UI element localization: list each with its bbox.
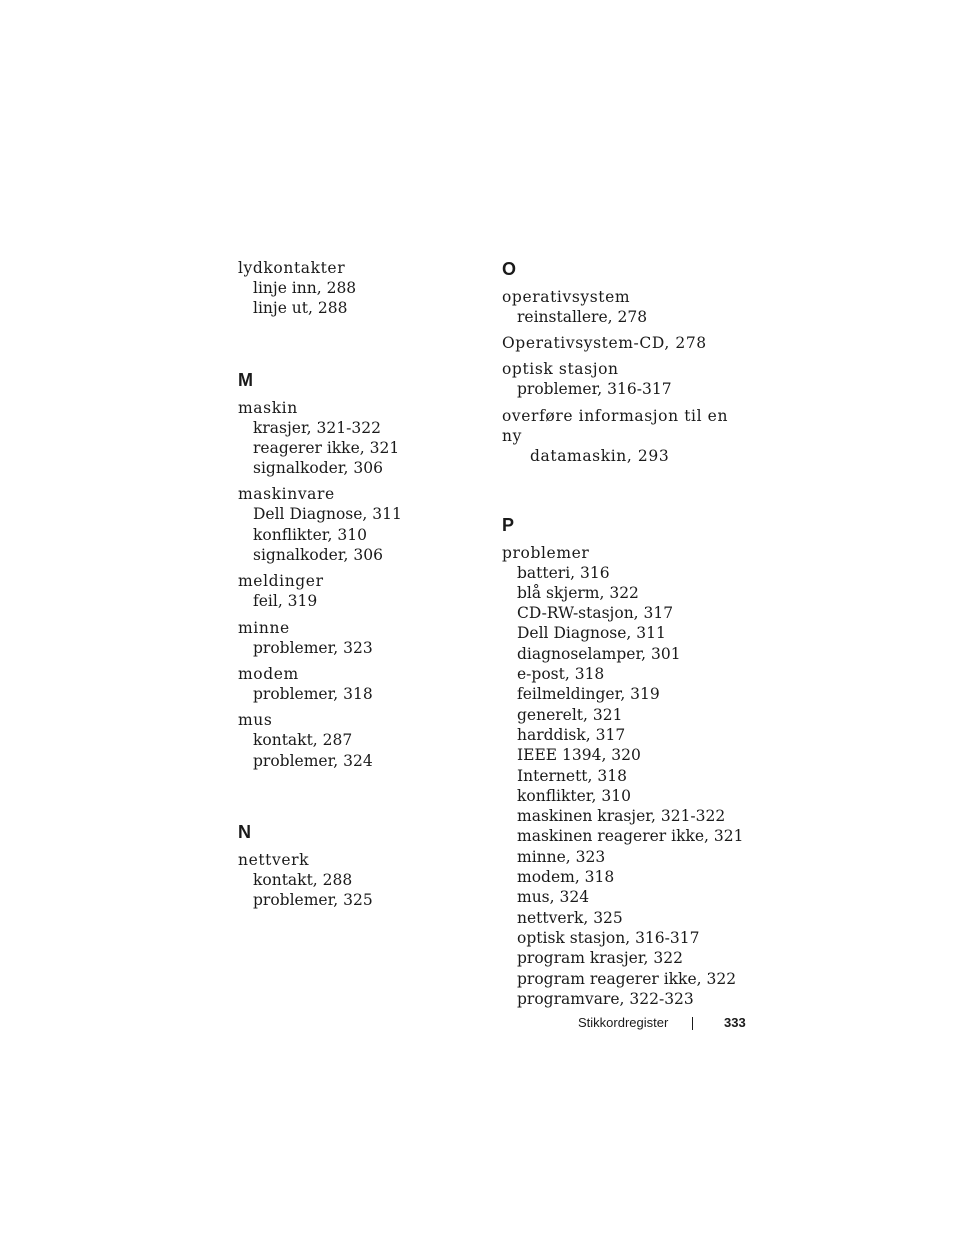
page-number: 333 xyxy=(724,1015,746,1030)
section-heading-m: M xyxy=(238,369,253,390)
index-subterm: feil, 319 xyxy=(253,592,318,611)
index-entry-meldinger xyxy=(238,571,478,611)
index-subterm: linje ut, 288 xyxy=(253,299,348,318)
index-subterm: kontakt, 287 xyxy=(253,731,353,750)
index-subterm: programvare, 322-323 xyxy=(517,989,694,1008)
index-column-left xyxy=(238,258,478,916)
index-subterm: generelt, 321 xyxy=(517,705,623,724)
index-subterm: kontakt, 288 xyxy=(253,870,353,889)
index-entry-maskinvare xyxy=(238,484,478,565)
index-subterm: mus, 324 xyxy=(517,888,590,907)
index-subterm: Dell Diagnose, 311 xyxy=(253,505,402,524)
index-subterm: CD-RW-stasjon, 317 xyxy=(517,604,674,623)
index-term: operativsystem xyxy=(502,288,631,306)
index-subterm: problemer, 316-317 xyxy=(517,380,672,399)
footer-section-title: Stikkordregister xyxy=(578,1015,669,1030)
index-subterm: konflikter, 310 xyxy=(517,786,631,805)
index-entry-minne xyxy=(238,618,478,658)
index-subterm: IEEE 1394, 320 xyxy=(517,746,641,765)
section-heading-o: O xyxy=(502,259,517,279)
index-term: Operativsystem-CD, 278 xyxy=(502,334,707,353)
index-subterm: problemer, 323 xyxy=(253,638,373,657)
index-subterm: Dell Diagnose, 311 xyxy=(517,624,666,643)
section-heading-p: P xyxy=(502,514,515,535)
index-term: modem xyxy=(238,664,299,683)
index-subterm: program krasjer, 322 xyxy=(517,949,683,968)
index-term: maskinvare xyxy=(238,485,335,504)
index-subterm: Internett, 318 xyxy=(517,766,627,785)
index-subterm: batteri, 316 xyxy=(517,563,610,582)
index-entry-problemer xyxy=(502,543,752,1010)
index-entry-overfore xyxy=(502,406,752,466)
index-subterm: problemer, 318 xyxy=(253,684,373,703)
index-subterm: krasjer, 321-322 xyxy=(253,418,381,437)
index-subterm: signalkoder, 306 xyxy=(253,459,383,478)
index-subterm: linje inn, 288 xyxy=(253,279,357,297)
index-subterm: konflikter, 310 xyxy=(253,525,367,544)
index-subterm: diagnoselamper, 301 xyxy=(517,644,681,663)
index-term: overføre informasjon til en ny xyxy=(502,406,729,445)
index-subterm: nettverk, 325 xyxy=(517,908,623,927)
index-subterm: problemer, 324 xyxy=(253,751,373,770)
index-subterm: maskinen krasjer, 321-322 xyxy=(517,807,726,826)
index-subterm: signalkoder, 306 xyxy=(253,546,383,565)
index-column-right xyxy=(502,258,752,1015)
index-term-continuation: datamaskin, 293 xyxy=(530,446,670,465)
index-subterm: program reagerer ikke, 322 xyxy=(517,969,737,988)
index-entry-mus xyxy=(238,710,478,771)
index-subterm: reinstallere, 278 xyxy=(517,308,648,326)
index-term: minne xyxy=(238,618,290,637)
index-subterm: blå skjerm, 322 xyxy=(517,583,639,602)
index-term: optisk stasjon xyxy=(502,360,619,379)
index-subterm: problemer, 325 xyxy=(253,891,373,910)
section-heading-n: N xyxy=(238,821,251,842)
index-term: mus xyxy=(238,711,273,730)
index-subterm: e-post, 318 xyxy=(517,665,605,684)
index-term: lydkontakter xyxy=(238,259,346,277)
index-subterm: harddisk, 317 xyxy=(517,725,626,744)
index-term: nettverk xyxy=(238,850,310,869)
index-entry-operativsystem-cd xyxy=(502,333,752,353)
index-subterm: maskinen reagerer ikke, 321 xyxy=(517,827,744,846)
footer-separator xyxy=(692,1017,693,1030)
index-subterm: optisk stasjon, 316-317 xyxy=(517,928,700,947)
index-term: maskin xyxy=(238,398,298,417)
index-entry-operativsystem xyxy=(502,287,752,327)
index-entry-optisk-stasjon xyxy=(502,359,752,399)
index-subterm: reagerer ikke, 321 xyxy=(253,438,400,457)
index-entry-lydkontakter xyxy=(238,258,478,319)
index-subterm: modem, 318 xyxy=(517,868,615,887)
index-entry-modem xyxy=(238,664,478,704)
index-entry-nettverk xyxy=(238,850,478,911)
index-subterm: feilmeldinger, 319 xyxy=(517,685,660,704)
index-entry-maskin xyxy=(238,398,478,479)
index-term: meldinger xyxy=(238,572,324,591)
index-term: problemer xyxy=(502,543,590,562)
index-subterm: minne, 323 xyxy=(517,847,606,866)
